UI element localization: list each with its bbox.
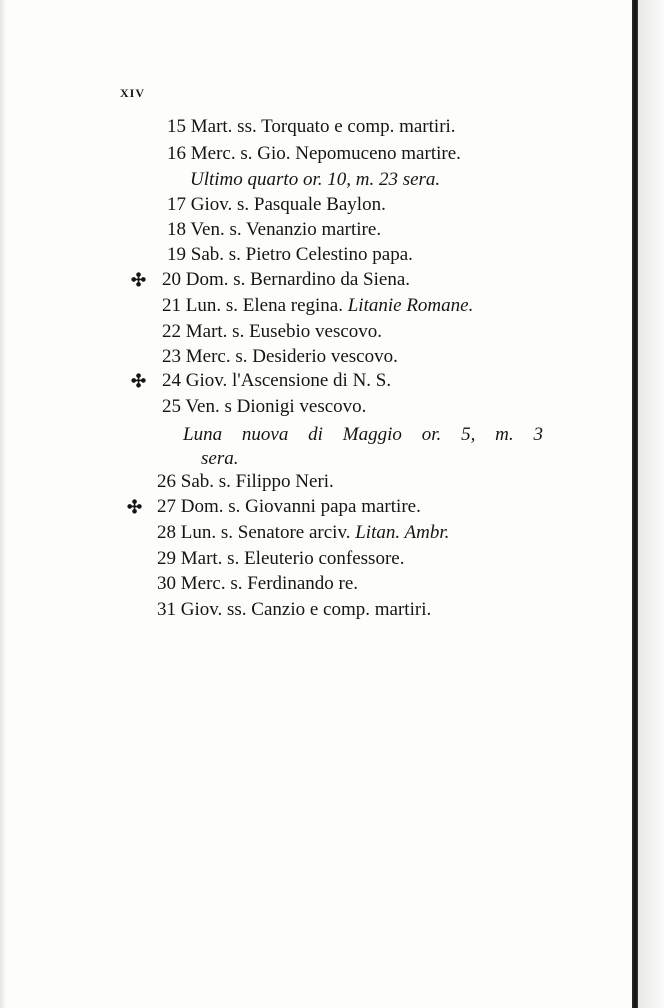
new-moon-note-continuation: sera. bbox=[201, 448, 239, 469]
entry-29: 29 Mart. s. Eleuterio confessore. bbox=[157, 548, 405, 569]
entry-18: 18 Ven. s. Venanzio martire. bbox=[167, 219, 382, 240]
entry-28: 28 Lun. s. Senatore arciv. Litan. Ambr. bbox=[157, 522, 450, 543]
page-number: xiv bbox=[120, 82, 146, 101]
entry-16: 16 Merc. s. Gio. Nepomuceno martire. bbox=[167, 143, 461, 164]
moon-phase-note: Ultimo quarto or. 10, m. 23 sera. bbox=[190, 169, 441, 190]
binding-shadow bbox=[638, 0, 664, 1008]
entry-17: 17 Giov. s. Pasquale Baylon. bbox=[167, 194, 386, 215]
entry-20: 20 Dom. s. Bernardino da Siena. bbox=[162, 269, 411, 290]
cross-icon: ✣ bbox=[131, 270, 147, 290]
entry-30: 30 Merc. s. Ferdinando re. bbox=[157, 573, 359, 594]
entry-31: 31 Giov. ss. Canzio e comp. martiri. bbox=[157, 599, 432, 620]
cross-icon: ✣ bbox=[131, 371, 147, 391]
entry-22: 22 Mart. s. Eusebio vescovo. bbox=[162, 321, 383, 342]
entry-19: 19 Sab. s. Pietro Celestino papa. bbox=[167, 244, 413, 265]
entry-21: 21 Lun. s. Elena regina. Litanie Romane. bbox=[162, 295, 474, 316]
new-moon-note bbox=[183, 423, 543, 471]
new-moon-note-line: Luna nuova di Maggio or. 5, m. 3 bbox=[183, 424, 543, 445]
entry-23: 23 Merc. s. Desiderio vescovo. bbox=[162, 346, 398, 367]
entry-26: 26 Sab. s. Filippo Neri. bbox=[157, 471, 334, 492]
entry-25: 25 Ven. s Dionigi vescovo. bbox=[162, 396, 367, 417]
entry-27: 27 Dom. s. Giovanni papa martire. bbox=[157, 496, 421, 517]
cross-icon: ✣ bbox=[127, 497, 143, 517]
entry-15: 15 Mart. ss. Torquato e comp. martiri. bbox=[167, 116, 456, 137]
entry-24: 24 Giov. l'Ascensione di N. S. bbox=[162, 370, 392, 391]
